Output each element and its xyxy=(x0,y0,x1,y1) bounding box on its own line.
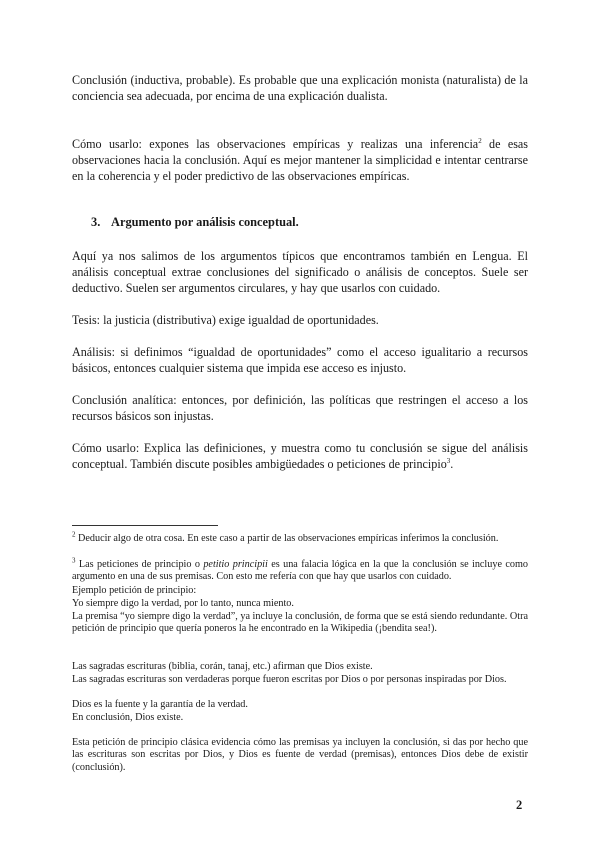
footnote-line: La premisa “yo siempre digo la verdad”, ya incluye la conclusión, de forma que se está siendo redundante. Otra petición de principio que quería poneros la he encontrado en la Wikipedia (¡bendita sea!). xyxy=(72,611,528,635)
footnote-text: es una falacia lógica en la que la conclusión se incluye como argumento en una de sus premisas. Con esto me refería con que hay que usarlos con cuidado. xyxy=(72,559,528,583)
paragraph-analisis-intro: Aquí ya nos salimos de los argumentos típicos que encontramos también en Lengua. El análisis conceptual extrae conclusiones del significado o análisis de conceptos. Suele ser deductivo. Suelen ser argumentos circulares, y hay que usarlos con cuidado. xyxy=(72,249,528,295)
section-title: Argumento por análisis conceptual. xyxy=(111,215,299,229)
footnote-line: Las sagradas escrituras son verdaderas porque fueron escritas por Dios o por personas inspiradas por Dios. xyxy=(72,674,507,685)
paragraph-text: Cómo usarlo: expones las observaciones empíricas y realizas una inferencia xyxy=(72,137,479,151)
footnote-line: Dios es la fuente y la garantía de la verdad. xyxy=(72,699,248,710)
paragraph-conclusion-analitica: Conclusión analítica: entonces, por definición, las políticas que restringen el acceso a los recursos básicos son injustas. xyxy=(72,393,528,423)
footnote-italic-term: petitio principii xyxy=(203,559,268,570)
paragraph-text: . xyxy=(450,457,454,471)
footnote-line: Esta petición de principio clásica evidencia cómo las premisas ya incluyen la conclusión, si das por hecho que las escrituras son escritas por Dios, y Dios es fuente de verdad (premisas), entonces Dios debe de existir (conclusión). xyxy=(72,737,528,773)
footnote-ref-2[interactable]: 2 xyxy=(478,136,482,145)
footnote-ref-3[interactable]: 3 xyxy=(446,456,451,465)
footnote-3 xyxy=(72,556,528,584)
footnote-separator xyxy=(72,525,218,526)
footnote-line: Ejemplo petición de principio: xyxy=(72,585,197,596)
footnote-text: Las peticiones de principio o xyxy=(75,559,204,570)
paragraph-text: Cómo usarlo: Explica las definiciones, y muestra como tu conclusión se sigue del análisis conceptual. También discute posibles ambigüedades o peticiones de principio xyxy=(72,441,528,471)
paragraph-analisis: Análisis: si definimos “igualdad de oportunidades” como el acceso igualitario a recursos básicos, entonces cualquier sistema que impida ese acceso es injusto. xyxy=(72,345,528,375)
footnote-text: Deducir algo de otra cosa. En este caso a partir de las observaciones empíricas inferimos la conclusión. xyxy=(75,533,499,544)
footnote-line: Yo siempre digo la verdad, por lo tanto, nunca miento. xyxy=(72,598,294,609)
section-heading xyxy=(91,214,511,230)
footnote-line: Las sagradas escrituras (biblia, corán, tanaj, etc.) afirman que Dios existe. xyxy=(72,661,373,672)
paragraph-como-usarlo-1 xyxy=(72,136,528,184)
footnote-mark: 3 xyxy=(72,556,76,565)
paragraph-text: de esas observaciones hacia la conclusión. Aquí es mejor mantener la simplicidad e intentar centrarse en la coherencia y el poder predictivo de las observaciones empíricas. xyxy=(72,137,528,183)
footnote-mark: 2 xyxy=(72,530,76,539)
paragraph-tesis: Tesis: la justicia (distributiva) exige igualdad de oportunidades. xyxy=(72,313,379,327)
section-number: 3. xyxy=(91,215,101,229)
page-number: 2 xyxy=(516,798,523,812)
paragraph-como-usarlo-2 xyxy=(72,440,528,472)
paragraph-conclusion-inductiva: Conclusión (inductiva, probable). Es probable que una explicación monista (naturalista) de la conciencia sea adecuada, por encima de una explicación dualista. xyxy=(72,73,528,103)
footnote-2 xyxy=(72,530,528,545)
footnote-line: En conclusión, Dios existe. xyxy=(72,712,184,723)
